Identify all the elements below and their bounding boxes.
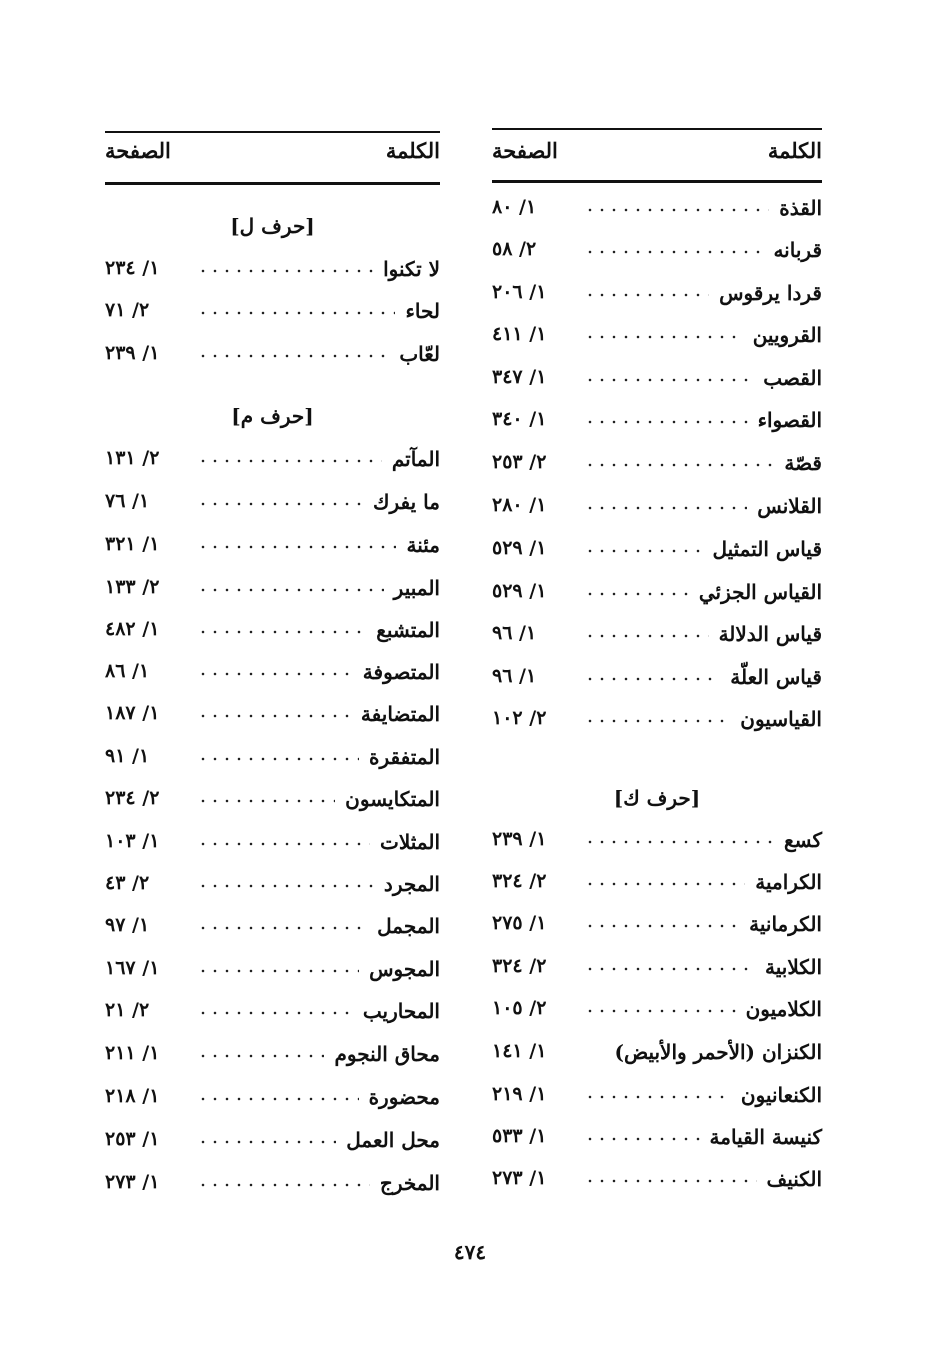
entry-word: الكرامية [755,870,822,894]
entry-page: ٢/ ٥٨ [492,238,537,260]
entry-page: ١/ ٩١ [105,745,150,767]
leader-dots [197,269,373,273]
index-entry [105,447,440,487]
entry-word: قردا يرقوس [719,281,822,305]
entry-page: ١/ ٢١١ [105,1042,160,1064]
entry-word: المآتم [391,447,440,471]
leader-dots [584,506,747,510]
entry-page: ١/ ١٦٧ [105,957,160,979]
index-entry [492,828,822,868]
index-entry [492,580,822,620]
entry-page: ١/ ٢١٨ [105,1085,160,1107]
index-entry [492,665,822,705]
entry-page: ١/ ٥٣٣ [492,1125,547,1147]
entry-page: ١/ ١٤١ [492,1040,547,1062]
entry-page: ١/ ٢٧٣ [105,1171,160,1193]
index-entry [105,914,440,954]
leader-dots [197,1097,359,1101]
index-entry [492,408,822,448]
leader-dots [197,630,366,634]
entry-word: لعّاب [399,342,440,366]
index-entry [492,537,822,577]
leader-dots [584,840,774,844]
entry-word: قربانه [773,238,822,262]
entry-page: ١/ ٩٦ [492,622,537,644]
index-entry [492,323,822,363]
entry-page: ١/ ٥٢٩ [492,580,547,602]
entry-page: ١/ ٤٨٢ [105,618,160,640]
entry-word: القياسيون [740,707,822,731]
leader-dots [197,969,359,973]
leader-dots [197,714,351,718]
entry-word: كنيسة القيامة [709,1125,822,1149]
header-rule [105,182,440,185]
entry-word: كسع [783,828,822,852]
index-entry [492,281,822,321]
entry-page: ١/ ٢١٩ [492,1083,547,1105]
entry-word: المتصوفة [362,660,440,684]
leader-dots [584,1009,736,1013]
entry-word: المبير [393,576,440,600]
entry-word: الكنزان (الأحمر والأبيض) [614,1040,822,1064]
entry-page: ٢/ ٤٣ [105,872,150,894]
index-entry [105,257,440,297]
leader-dots [584,250,763,254]
entry-page: ١/ ٢٣٩ [492,828,547,850]
index-entry [492,494,822,534]
entry-page: ١/ ٢٧٣ [492,1167,547,1189]
entry-word: المخرج [379,1171,440,1195]
entry-page: ٢/ ٢٥٣ [492,451,547,473]
leader-dots [584,967,755,971]
index-entry [105,1128,440,1168]
index-entry [105,787,440,827]
index-entry [492,707,822,747]
header-rule [492,180,822,183]
index-entry [492,912,822,952]
entry-page: ١/ ٥٢٩ [492,537,547,559]
entry-page: ١/ ٢٧٥ [492,912,547,934]
entry-page: ٢/ ٢٣٤ [105,787,160,809]
index-entry [105,660,440,700]
entry-word: المجمل [377,914,440,938]
index-entry [492,451,822,491]
leader-dots [197,842,370,846]
leader-dots [584,293,709,297]
section-heading-lam: [حرف ل] [230,214,315,238]
index-entry [492,1167,822,1207]
index-entry [105,1042,440,1082]
column-header [105,138,440,170]
index-entry [492,955,822,995]
entry-word: المحاريب [362,999,440,1023]
leader-dots [584,719,730,723]
entry-word: المتضايفة [360,702,440,726]
entry-word: قصّة [784,451,822,475]
entry-page: ٢/ ١٣١ [105,447,160,469]
entry-word: المثلات [379,830,440,854]
entry-page: ١/ ٩٦ [492,665,537,687]
entry-page: ١/ ٢٠٦ [492,281,547,303]
leader-dots [584,677,720,681]
leader-dots [584,592,689,596]
leader-dots [197,1011,353,1015]
index-entry [105,1171,440,1211]
index-entry [105,872,440,912]
index-entry [492,1125,822,1165]
index-entry [105,745,440,785]
entry-page: ١/ ٧٦ [105,490,150,512]
leader-dots [584,1179,757,1183]
leader-dots [197,502,363,506]
entry-word: الكلاميون [745,997,822,1021]
entry-page: ٢/ ٧١ [105,299,150,321]
entry-word: المجوس [369,957,440,981]
leader-dots [197,1183,370,1187]
index-entry [492,622,822,662]
entry-word: المتكايسون [345,787,440,811]
entry-page: ١/ ٢٣٤ [105,257,160,279]
top-rule [492,128,822,130]
entry-word: قياس الدلالة [718,622,822,646]
leader-dots [584,549,702,553]
leader-dots [197,545,396,549]
leader-dots [584,882,745,886]
index-entry [105,1085,440,1125]
entry-word: القلانس [757,494,822,518]
leader-dots [197,311,395,315]
index-entry [492,997,822,1037]
index-entry [492,366,822,406]
leader-dots [584,420,748,424]
leader-dots [197,588,384,592]
index-entry [492,196,822,236]
leader-dots [584,208,769,212]
entry-page: ١/ ٣٤٧ [492,366,547,388]
entry-page: ٢/ ١٠٢ [492,707,547,729]
entry-page: ١/ ٩٧ [105,914,150,936]
entry-page: ١/ ٨٠ [492,196,537,218]
leader-dots [197,757,359,761]
index-entry [105,702,440,742]
leader-dots [584,634,709,638]
entry-page: ٢/ ٣٢٤ [492,955,547,977]
entry-word: الكنيف [766,1167,822,1191]
index-column-right [492,0,822,1372]
entry-word: المجرد [383,872,440,896]
section-heading-kaf: [حرف ك] [613,786,701,810]
index-entry [105,618,440,658]
entry-word: محل العمل [346,1128,440,1152]
index-entry [105,999,440,1039]
entry-word: مئنة [406,533,440,557]
page-number: ٤٧٤ [453,1240,487,1264]
index-entry [492,238,822,278]
index-entry [105,490,440,530]
entry-word: محضورة [368,1085,440,1109]
top-rule [105,131,440,133]
entry-page: ١/ ١٠٣ [105,830,160,852]
leader-dots [197,1054,324,1058]
index-entry [105,533,440,573]
entry-page: ٢/ ٢١ [105,999,150,1021]
leader-dots [584,378,753,382]
leader-dots [584,463,774,467]
entry-word: ما يفرك [373,490,440,514]
leader-dots [584,924,739,928]
entry-page: ١/ ٢٨٠ [492,494,547,516]
entry-word: القرويين [752,323,822,347]
index-entry [105,576,440,616]
entry-word: محاق النجوم [334,1042,440,1066]
entry-page: ١/ ٢٥٣ [105,1128,160,1150]
index-entry [492,1040,822,1080]
leader-dots [197,926,367,930]
header-word-label: الكلمة [385,138,440,163]
leader-dots [584,1137,700,1141]
leader-dots [197,884,374,888]
leader-dots [197,672,353,676]
leader-dots [197,354,389,358]
entry-word: القياس الجزئي [698,580,822,604]
entry-page: ١/ ١٨٧ [105,702,160,724]
column-header [492,138,822,170]
entry-word: القصب [763,366,822,390]
index-entry [492,1083,822,1123]
leader-dots [197,459,382,463]
index-entry [105,342,440,382]
entry-word: قياس التمثيل [712,537,822,561]
header-page-label: الصفحة [105,138,171,163]
leader-dots [197,799,335,803]
entry-word: قياس العلّة [730,665,822,689]
entry-page: ٢/ ٣٢٤ [492,870,547,892]
index-entry [492,870,822,910]
entry-word: القذة [779,196,822,220]
index-entry [105,299,440,339]
index-entry [105,957,440,997]
entry-word: القصواء [757,408,822,432]
entry-word: الكلابية [765,955,822,979]
leader-dots [197,1140,336,1144]
entry-word: المتفقرة [369,745,440,769]
entry-page: ١/ ٨٦ [105,660,150,682]
entry-word: الكنعانيون [740,1083,822,1107]
entry-word: لا تكنوا [383,257,440,281]
header-word-label: الكلمة [767,138,822,163]
entry-word: المتشبع [376,618,440,642]
leader-dots [584,1095,731,1099]
entry-page: ١/ ٢٣٩ [105,342,160,364]
entry-page: ١/ ٣٢١ [105,533,160,555]
entry-word: لحاء [405,299,440,323]
index-column-left [105,0,440,1372]
section-heading-mim: [حرف م] [231,404,314,428]
entry-page: ١/ ٤١١ [492,323,547,345]
index-entry [105,830,440,870]
entry-word: الكرمانية [749,912,822,936]
entry-page: ٢/ ١٣٣ [105,576,160,598]
entry-page: ٢/ ١٠٥ [492,997,547,1019]
header-page-label: الصفحة [492,138,558,163]
entry-page: ١/ ٣٤٠ [492,408,547,430]
leader-dots [584,335,743,339]
